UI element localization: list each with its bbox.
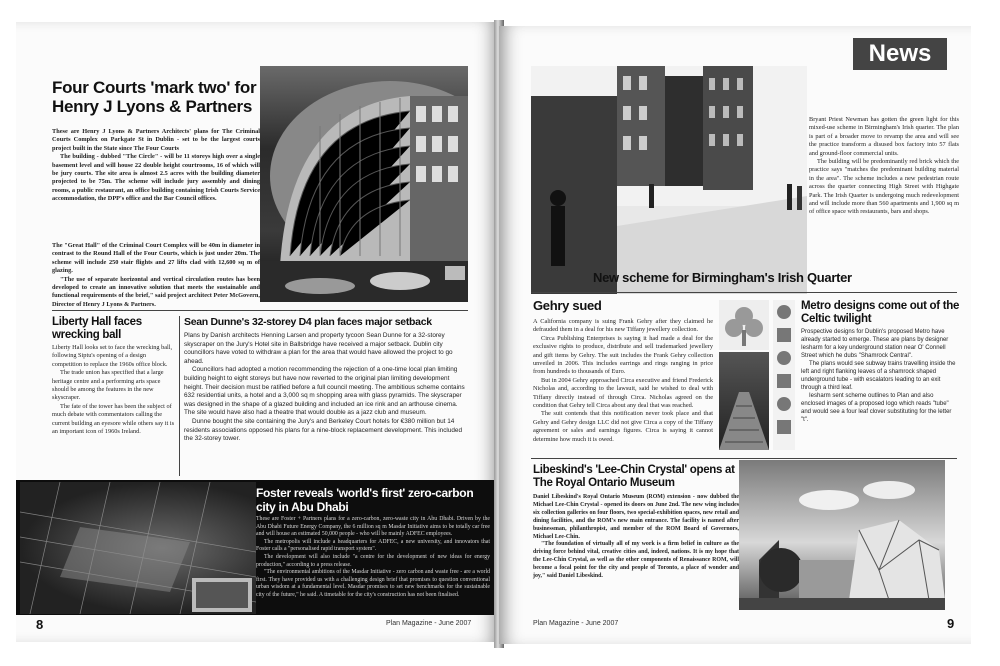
news-label xyxy=(853,38,947,70)
foster-para: "The environmental ambitions of the Masdar Initiative - zero carbon and waste free - are a world first. They have provided us with a challenging design brief that promises to question conventional urban wisdom at a fundamental level. Masdar promises to set new benchmarks for the sustainable city of the future," he said. A timetable for the city's construction has not been finalised. xyxy=(256,569,490,598)
gehry-para: The suit contends that this notification never took place and that Gehry and Gehry design LLC did not give Circa a copy of the Tiffany agreement or sales and earnings figures. Circa is saying it cannot determine how much it is owed. xyxy=(533,410,713,443)
libeskind-body xyxy=(533,494,739,581)
gehry-para: Circa Publishing Enterprises is saying it had made a deal for the exclusive rights to produce, distribute and sell trademarked jewellery and gift items by Gehry. The suit includes the Frank Gehry collection unveiled in 2006. This includes earrings and rings ranging in price from hundreds to thousands of Euro. xyxy=(533,334,713,376)
shamrock-icon xyxy=(719,300,769,350)
libeskind-para: "The foundation of virtually all of my work is a firm belief in culture as the driving force behind vital, creative cities and, indeed, nations. It is my hope that the Lee-Chin Crystal, as well as the other components of Renaissance ROM, will become a focal point for the city and people of Toronto, a place of wonder and joy," said Daniel Libeskind. xyxy=(533,541,739,580)
metro-render-image xyxy=(719,352,769,450)
birmingham-photo xyxy=(531,66,807,294)
metro-para: Prospective designs for Dublin's proposed Metro have already started to emerge. These are plans by designer Iesharm for a key underground station near O' Connell Street which he dubs "Shamrock Central". xyxy=(801,329,949,359)
four-courts-para: The "Great Hall" of the Criminal Court Complex will be 40m in diameter in contrast to the Round Hall of the Four Courts, which is just under 20m. The scheme will include 250 stair flights and 27 lifts clad with 12,600 sq m of glazing. xyxy=(52,242,260,275)
rom-crystal-photo xyxy=(739,460,945,610)
foster-para: The development will also include "a centre for the development of new ideas for energy production," according to a press release. xyxy=(256,553,490,568)
foster-headline: Foster reveals 'world's first' zero-carbon city in Abu Dhabi xyxy=(256,486,474,514)
liberty-hall-para: The fate of the tower has been the subject of much debate with commentators calling the current building an eyesore while others say it is an important icon of 1960s Ireland. xyxy=(52,402,175,436)
four-courts-body-lower xyxy=(52,242,468,309)
sean-dunne-para: Councillors had adopted a motion recommending the rejection of a one-time local plan limiting building height to eight storeys but have now reverted to the original plan limiting development height. Their decision must be ratified before a full council meeting. The ambitious scheme contains 632 residential units, a hotel and a 3,000 sq m shopping area with glass pyramids. The skyscraper was designed in the shape of a glazed building and included an ice rink and an arthouse cinema. The site would have also had a theatre that would double as a jazz club and museum. xyxy=(184,366,465,417)
escalator-illustration xyxy=(719,352,769,450)
libeskind-para: Daniel Libeskind's Royal Ontario Museum (ROM) extension - now dubbed the Michael Lee-Chin Crystal - opened its doors on June 2nd. The new wing includes six collection galleries on four floors, two special-exhibition spaces, new retail and dining facilities, and the ROM's new main entrance. The facility is named after businessman, philanthropist, and member of the ROM Board of Governors, Michael Lee-Chin. xyxy=(533,494,739,540)
four-courts-para: These are Henry J Lyons & Partners Architects' plans for The Criminal Courts Complex on Parkgate St in Dublin - set to be the largest courts project built in the State since The Four Courts xyxy=(52,128,260,152)
page-number: 9 xyxy=(947,616,955,631)
news-label-text: News xyxy=(868,40,932,67)
column-rule xyxy=(179,316,180,476)
four-courts-body xyxy=(52,128,260,204)
clover-tile-icon xyxy=(773,300,795,450)
right-page xyxy=(499,26,971,644)
gehry-para: A California company is suing Frank Gehry after they claimed he defrauded them in a deal for his new Tiffany jewellery collection. xyxy=(533,318,713,334)
section-divider xyxy=(531,292,957,293)
libeskind-headline: Libeskind's 'Lee-Chin Crystal' opens at The Royal Ontario Museum xyxy=(533,464,735,489)
birmingham-para: Bryant Priest Newman has gotten the green light for this mixed-use scheme in Birmingham's Irish quarter. The plan is part of a broader move to revamp the area and will see the practice transform a disused box factory into 57 flats and ground-floor commercial units. xyxy=(809,116,959,157)
sean-dunne-body xyxy=(184,332,470,444)
gehry-headline: Gehry sued xyxy=(533,298,602,313)
foster-body xyxy=(256,516,490,600)
magazine-footer: Plan Magazine - June 2007 xyxy=(386,620,472,627)
birmingham-body xyxy=(809,116,959,217)
liberty-hall-headline: Liberty Hall faces wrecking ball xyxy=(52,316,142,341)
metro-body xyxy=(801,328,959,424)
foster-para: These are Foster + Partners plans for a zero-carbon, zero-waste city in Abu Dhabi. Driven by the Abu Dhabi Future Energy Company, the 6 million sq m Masdar Initiative aims to be totally car free and will house an estimated 50,000 people - who will be mainly ADFEC employees. xyxy=(256,516,490,538)
metro-para: Iesharm sent scheme outlines to Plan and also enclosed images of a proposed logo which reads "tube" and would see a four leaf clover substituting for the letter "t". xyxy=(801,393,952,423)
left-page xyxy=(16,22,498,642)
section-divider xyxy=(52,310,468,311)
metro-para: The plans would see subway trains travelling inside the left and right flanking leaves of a shamrock shaped underground tube - with escalators leading to an exit through a third leaf. xyxy=(801,361,956,391)
birmingham-render-illustration xyxy=(531,66,807,294)
metro-icon-strip xyxy=(773,300,795,450)
sean-dunne-para: Plans by Danish architects Henning Larsen and property tycoon Sean Dunne for a 32-storey skyscraper on the Jury's Hotel site in Ballsbridge have received a major setback. Dublin city councillors have voted to withdraw a plan for the area that would have allowed the project to go ahead. xyxy=(184,332,453,365)
shamrock-logo-image xyxy=(719,300,769,350)
sean-dunne-para: Dunne bought the site containing the Jury's and Berkeley Court hotels for €380 million but 14 residents associations opposed his plans for a nine-block replacement development. This included the 32-storey tower. xyxy=(184,417,463,443)
birmingham-para: The building will be predominantly red brick which the practice says "matches the predominant building material in the area". The scheme includes a new pedestrian route across the quarter connecting High Street with Highgate Park. The Irish Quarter is undergoing much redevelopment and will include more than 560 apartments and 1,900 sq m of office space with restaurants, bars and shops. xyxy=(809,158,959,216)
gehry-body xyxy=(533,318,713,444)
four-courts-para: "The use of separate horizontal and vertical circulation routes has been developed to create an innovative solution that meets the sustainable and functional requirements of the brief," said project architect Peter McGovern, Director of Henry J Lyons & Partners. xyxy=(52,275,260,308)
crystal-building-illustration xyxy=(739,460,945,610)
page-number: 8 xyxy=(36,617,44,632)
liberty-hall-para: Liberty Hall looks set to face the wrecking ball, following Siptu's opening of a design competition to replace the 1960s office block. xyxy=(52,344,173,368)
birmingham-headline: New scheme for Birmingham's Irish Quarter xyxy=(593,270,852,285)
four-courts-para: The building - dubbed "The Circle" - will be 11 storeys high over a single basement level and will house 22 double height courtrooms, 16 of which will be jury courts. The site area is almost 2.5 acres with the building diameter projected to be 75m. The scheme will include jury assembly and dining rooms, a public restaurant, an office building containing Irish Courts Service accommodation, the DPP's office and the Bar Council offices. xyxy=(52,153,260,203)
section-divider xyxy=(531,458,957,459)
foster-para: The metropolis will include a headquarters for ADFEC, a new university, and innovators that Foster calls a "personalised rapid transport system". xyxy=(256,538,490,553)
four-courts-headline: Four Courts 'mark two' for Henry J Lyons & Partners xyxy=(52,78,257,116)
gehry-para: But in 2004 Gehry approached Circa executive and friend Frederick Nicholas and, according to the lawsuit, said he wished to deal with Tiffany directly instead of through Circa. Nicholas agreed on the condition that Gehry tell Circa about any deal that was reached. xyxy=(533,376,713,410)
city-grid-illustration xyxy=(20,482,256,614)
liberty-hall-body xyxy=(52,344,176,436)
liberty-hall-para: The trade union has specified that a large heritage centre and a performing arts space should be among the features in the new skyscraper. xyxy=(52,369,164,402)
sean-dunne-headline: Sean Dunne's 32-storey D4 plan faces major setback xyxy=(184,316,432,328)
metro-headline: Metro designs come out of the Celtic twilight xyxy=(801,300,960,325)
masdar-aerial-photo xyxy=(20,482,256,614)
magazine-footer: Plan Magazine - June 2007 xyxy=(533,620,619,627)
